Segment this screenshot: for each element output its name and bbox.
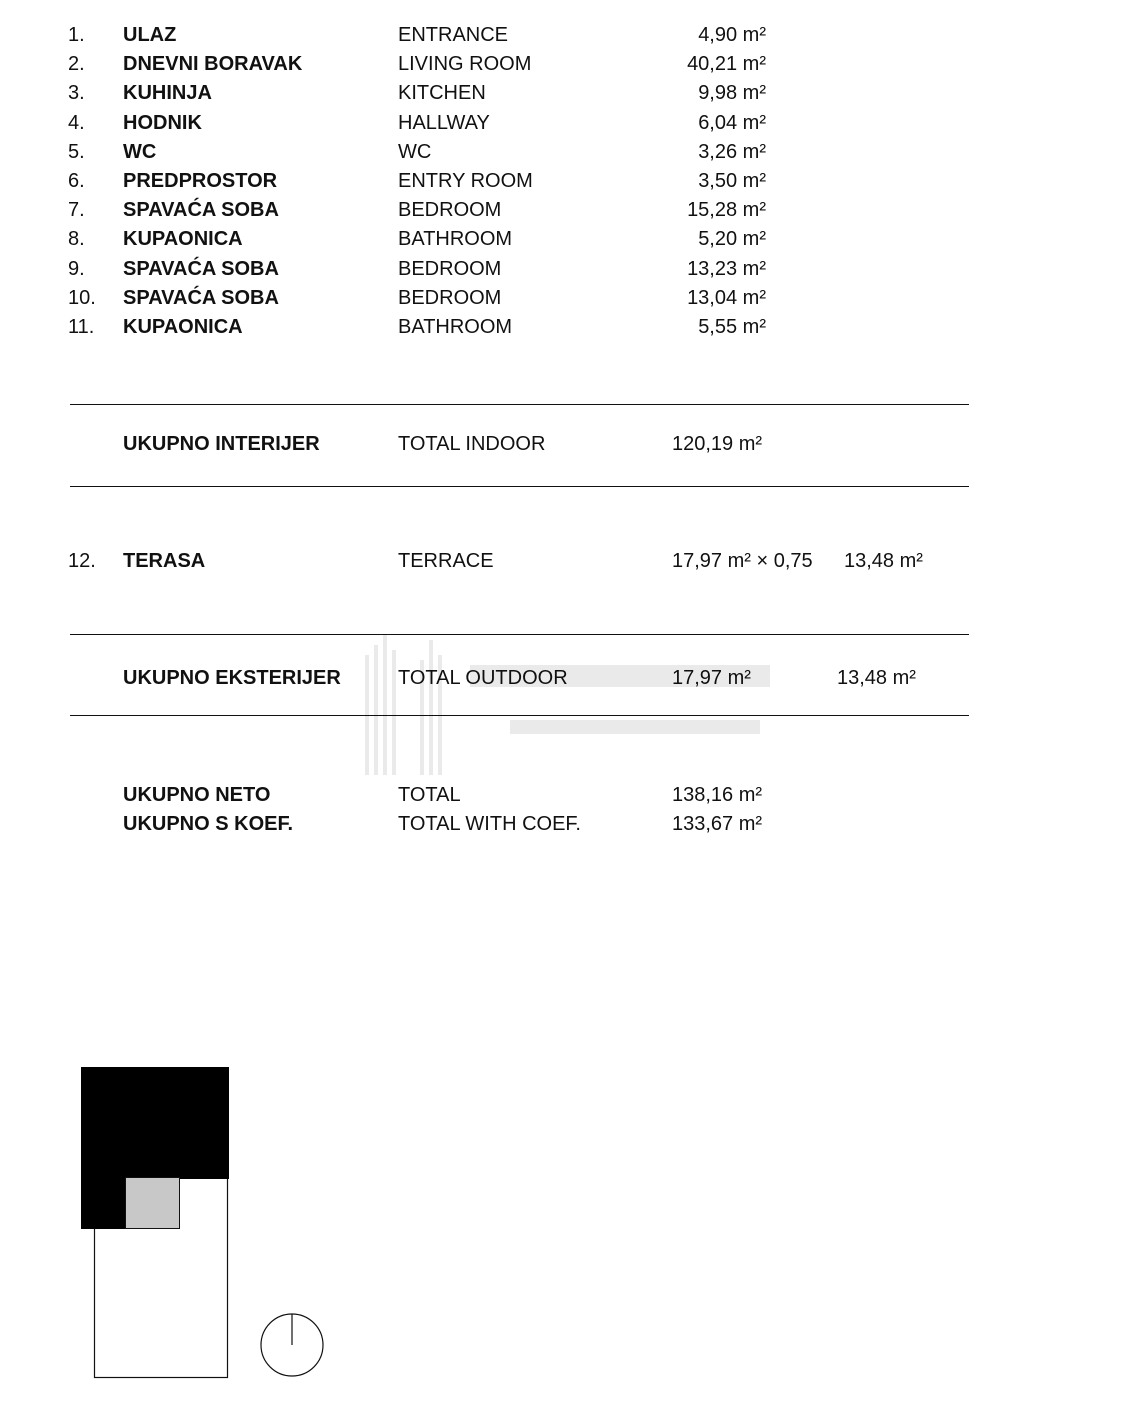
room-name-hr: DNEVNI BORAVAK	[123, 53, 303, 76]
watermark-logo	[360, 635, 780, 780]
room-area: 15,28 m²	[687, 199, 766, 222]
divider	[70, 634, 969, 635]
room-name-hr: ULAZ	[123, 24, 177, 46]
room-number: 8.	[68, 228, 85, 251]
room-name-hr: SPAVAĆA SOBA	[123, 199, 279, 222]
total-coef-hr: UKUPNO S KOEF.	[123, 813, 294, 835]
room-row	[0, 283, 1142, 313]
room-number: 1.	[68, 24, 85, 46]
room-name-en: BEDROOM	[398, 286, 502, 309]
divider	[70, 404, 969, 405]
total-outdoor-area-coef: 13,48 m²	[837, 667, 916, 689]
room-row	[0, 254, 1142, 284]
total-indoor-area: 120,19 m²	[672, 433, 763, 455]
room-name-en: LIVING ROOM	[398, 53, 532, 76]
room-number: 2.	[68, 53, 85, 76]
total-indoor-hr: UKUPNO INTERIJER	[123, 433, 320, 455]
total-net-en: TOTAL	[398, 784, 461, 806]
room-number: 4.	[68, 111, 85, 134]
terrace-row	[0, 546, 1142, 576]
room-number: 9.	[68, 257, 85, 280]
total-net-row	[0, 780, 1142, 810]
total-outdoor-hr: UKUPNO EKSTERIJER	[123, 667, 341, 689]
terrace-highlight	[126, 1178, 180, 1229]
room-area: 5,55 m²	[698, 316, 766, 338]
total-coef-row	[0, 809, 1142, 839]
room-area: 6,04 m²	[698, 111, 766, 134]
terrace-area-coef: 13,48 m²	[844, 550, 923, 572]
room-name-hr: HODNIK	[123, 111, 202, 134]
room-name-en: ENTRY ROOM	[398, 170, 533, 192]
room-name-en: ENTRANCE	[398, 24, 509, 46]
room-row	[0, 78, 1142, 108]
terrace-area: 17,97 m² × 0,75	[672, 550, 813, 572]
room-area: 9,98 m²	[698, 82, 766, 105]
room-number: 10.	[68, 286, 96, 309]
room-number: 7.	[68, 199, 85, 222]
room-row	[0, 312, 1142, 342]
room-area: 40,21 m²	[687, 53, 766, 76]
total-outdoor-area: 17,97 m²	[672, 667, 751, 689]
room-row	[0, 49, 1142, 79]
room-number: 5.	[68, 140, 85, 163]
total-coef-area: 133,67 m²	[672, 813, 763, 835]
total-indoor-en: TOTAL INDOOR	[398, 433, 546, 455]
room-area: 13,04 m²	[687, 286, 766, 309]
total-indoor-row	[0, 429, 1142, 459]
room-row	[0, 108, 1142, 138]
key-plan-icon	[70, 1055, 350, 1390]
total-net-hr: UKUPNO NETO	[123, 784, 271, 806]
total-net-area: 138,16 m²	[672, 784, 763, 806]
room-name-hr: KUHINJA	[123, 82, 212, 105]
room-row	[0, 137, 1142, 167]
terrace-number: 12.	[68, 550, 96, 572]
room-name-hr: KUPAONICA	[123, 316, 243, 338]
room-name-en: WC	[398, 140, 432, 163]
room-row	[0, 166, 1142, 196]
room-name-en: BATHROOM	[398, 228, 513, 251]
room-name-hr: WC	[123, 140, 157, 163]
divider	[70, 486, 969, 487]
room-number: 11.	[68, 316, 95, 338]
terrace-hr: TERASA	[123, 550, 206, 572]
room-area: 3,50 m²	[698, 170, 766, 192]
room-row	[0, 20, 1142, 50]
room-name-en: BATHROOM	[398, 316, 513, 338]
total-outdoor-row	[0, 663, 1142, 693]
divider	[70, 715, 969, 716]
room-name-hr: SPAVAĆA SOBA	[123, 286, 279, 309]
room-name-en: BEDROOM	[398, 199, 502, 222]
room-name-hr: SPAVAĆA SOBA	[123, 257, 279, 280]
room-area: 3,26 m²	[698, 140, 766, 163]
unit-block	[81, 1067, 229, 1179]
room-name-en: HALLWAY	[398, 111, 490, 134]
total-outdoor-en: TOTAL OUTDOOR	[398, 667, 568, 689]
unit-block-lower	[81, 1177, 127, 1229]
room-name-en: KITCHEN	[398, 82, 486, 105]
room-row	[0, 224, 1142, 254]
room-name-hr: KUPAONICA	[123, 228, 243, 251]
room-area: 5,20 m²	[698, 228, 766, 251]
room-name-hr: PREDPROSTOR	[123, 170, 278, 192]
room-row	[0, 195, 1142, 225]
room-area: 4,90 m²	[698, 24, 766, 46]
total-coef-en: TOTAL WITH COEF.	[398, 813, 581, 835]
room-number: 3.	[68, 82, 85, 105]
room-name-en: BEDROOM	[398, 257, 502, 280]
room-area: 13,23 m²	[687, 257, 766, 280]
room-number: 6.	[68, 170, 85, 192]
terrace-en: TERRACE	[398, 550, 494, 572]
